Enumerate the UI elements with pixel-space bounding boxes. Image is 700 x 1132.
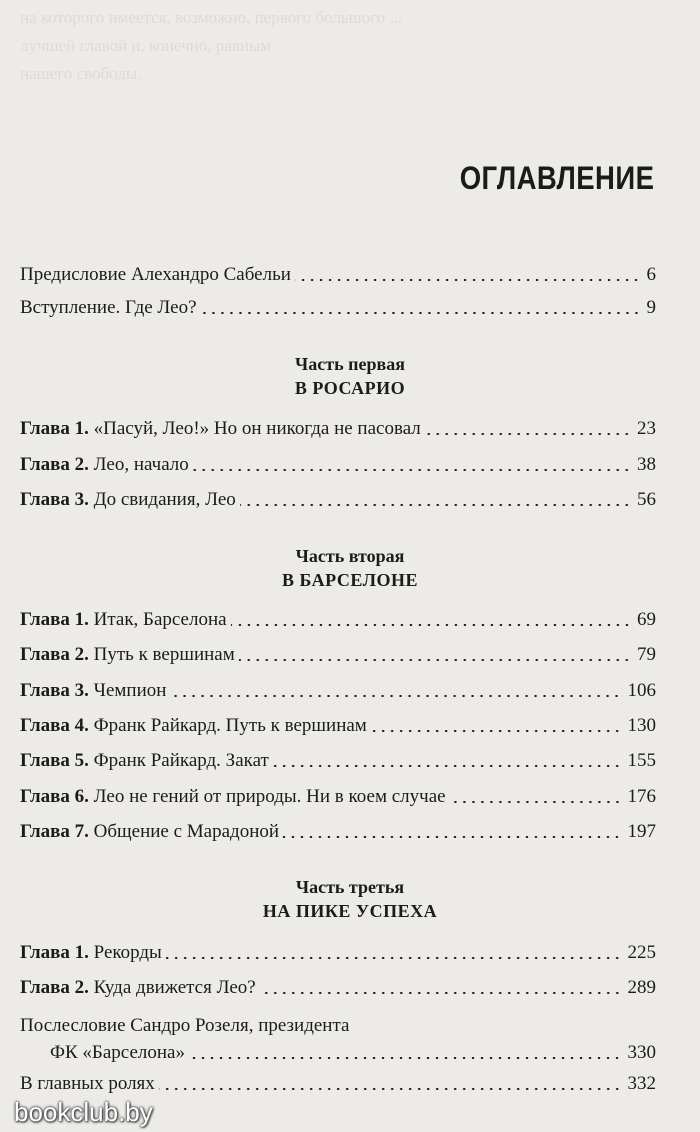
chapter-number: Глава 2.	[20, 454, 89, 475]
chapter-title: Итак, Барселона	[93, 609, 227, 630]
bleed-through-text: лучшей главой и, конечно, равным	[20, 36, 272, 55]
dot-leader	[260, 992, 622, 994]
dot-leader	[239, 659, 631, 661]
entry-page: 332	[627, 1073, 656, 1094]
chapter-number: Глава 1.	[20, 609, 89, 630]
dot-leader	[425, 433, 631, 435]
bleed-through-text: нашего свободы.	[20, 64, 142, 83]
chapter-number: Глава 2.	[20, 644, 89, 665]
entry-page: 56	[637, 489, 656, 510]
dot-leader	[273, 765, 622, 767]
toc-entry-chapter	[20, 975, 656, 1001]
entry-page: 330	[627, 1042, 656, 1063]
entry-page: 79	[637, 644, 656, 665]
toc-entry-chapter	[20, 607, 656, 633]
toc-entry-chapter	[20, 940, 656, 966]
toc-entry-chapter	[20, 487, 656, 513]
toc-entry-afterword	[50, 1040, 656, 1066]
dot-leader	[201, 312, 641, 314]
entry-page: 23	[637, 418, 656, 439]
chapter-title: Чемпион	[93, 680, 167, 701]
entry-page: 225	[627, 942, 656, 963]
chapter-title: Лео не гений от природы. Ни в коем случае	[93, 786, 446, 807]
entry-page: 176	[627, 786, 656, 807]
entry-page: 9	[646, 297, 656, 318]
toc-entry-chapter	[20, 784, 656, 810]
chapter-number: Глава 4.	[20, 715, 89, 736]
chapter-title: Франк Райкард. Закат	[93, 750, 269, 771]
entry-page: 197	[627, 821, 656, 842]
toc-entry-chapter	[20, 452, 656, 478]
toc-entry-chapter	[20, 713, 656, 739]
entry-title: Предисловие Алехандро Сабельи	[20, 264, 291, 285]
chapter-number: Глава 7.	[20, 821, 89, 842]
page-title: ОГЛАВЛЕНИЕ	[459, 160, 654, 196]
entry-page: 130	[627, 715, 656, 736]
chapter-number: Глава 3.	[20, 489, 89, 510]
entry-page: 69	[637, 609, 656, 630]
chapter-number: Глава 3.	[20, 680, 89, 701]
toc-entry-preface	[20, 262, 656, 288]
entry-page: 289	[627, 977, 656, 998]
dot-leader	[283, 836, 621, 838]
part-name: В РОСАРИО	[294, 378, 406, 398]
chapter-number: Глава 1.	[20, 418, 89, 439]
dot-leader	[193, 469, 631, 471]
dot-leader	[450, 801, 622, 803]
dot-leader	[371, 730, 622, 732]
dot-leader	[166, 957, 622, 959]
chapter-title: «Пасуй, Лео!» Но он никогда не пасовал	[93, 418, 421, 439]
dot-leader	[295, 279, 641, 281]
dot-leader	[189, 1057, 622, 1059]
entry-title: Вступление. Где Лео?	[20, 297, 197, 318]
afterword-title: Послесловие Сандро Розеля, президента	[20, 1015, 350, 1036]
part-label: Часть вторая	[295, 546, 405, 566]
part-name: В БАРСЕЛОНЕ	[281, 570, 419, 590]
chapter-title: Путь к вершинам	[93, 644, 235, 665]
entry-page: 106	[627, 680, 656, 701]
toc-entry-roles	[20, 1071, 656, 1097]
chapter-title: Рекорды	[93, 942, 162, 963]
toc-entry-chapter	[20, 416, 656, 442]
chapter-title: Лео, начало	[93, 454, 189, 475]
toc-entry-chapter	[20, 642, 656, 668]
part-label: Часть первая	[295, 354, 405, 374]
dot-leader	[240, 504, 631, 506]
entry-page: 38	[637, 454, 656, 475]
chapter-number: Глава 5.	[20, 750, 89, 771]
entry-title: В главных ролях	[20, 1073, 155, 1094]
chapter-number: Глава 1.	[20, 942, 89, 963]
part-name: НА ПИКЕ УСПЕХА	[262, 901, 438, 921]
chapter-title: До свидания, Лео	[93, 489, 236, 510]
dot-leader	[170, 695, 621, 697]
toc-entry-chapter	[20, 748, 656, 774]
site-watermark: bookclub.by	[14, 1097, 153, 1127]
dot-leader	[159, 1088, 622, 1090]
chapter-title: Общение с Марадоной	[93, 821, 280, 842]
chapter-number: Глава 2.	[20, 977, 89, 998]
entry-page: 6	[646, 264, 656, 285]
dot-leader	[231, 624, 631, 626]
part-label: Часть третья	[295, 877, 405, 897]
entry-page: 155	[627, 750, 656, 771]
toc-entry-intro	[20, 295, 656, 321]
toc-entry-chapter	[20, 819, 656, 845]
bleed-through-text: на которого имеется, возможно, первого большого ...	[20, 8, 403, 27]
entry-title: ФК «Барселона»	[50, 1042, 185, 1063]
chapter-title: Франк Райкард. Путь к вершинам	[93, 715, 367, 736]
chapter-title: Куда движется Лео?	[93, 977, 256, 998]
toc-entry-chapter	[20, 678, 656, 704]
chapter-number: Глава 6.	[20, 786, 89, 807]
